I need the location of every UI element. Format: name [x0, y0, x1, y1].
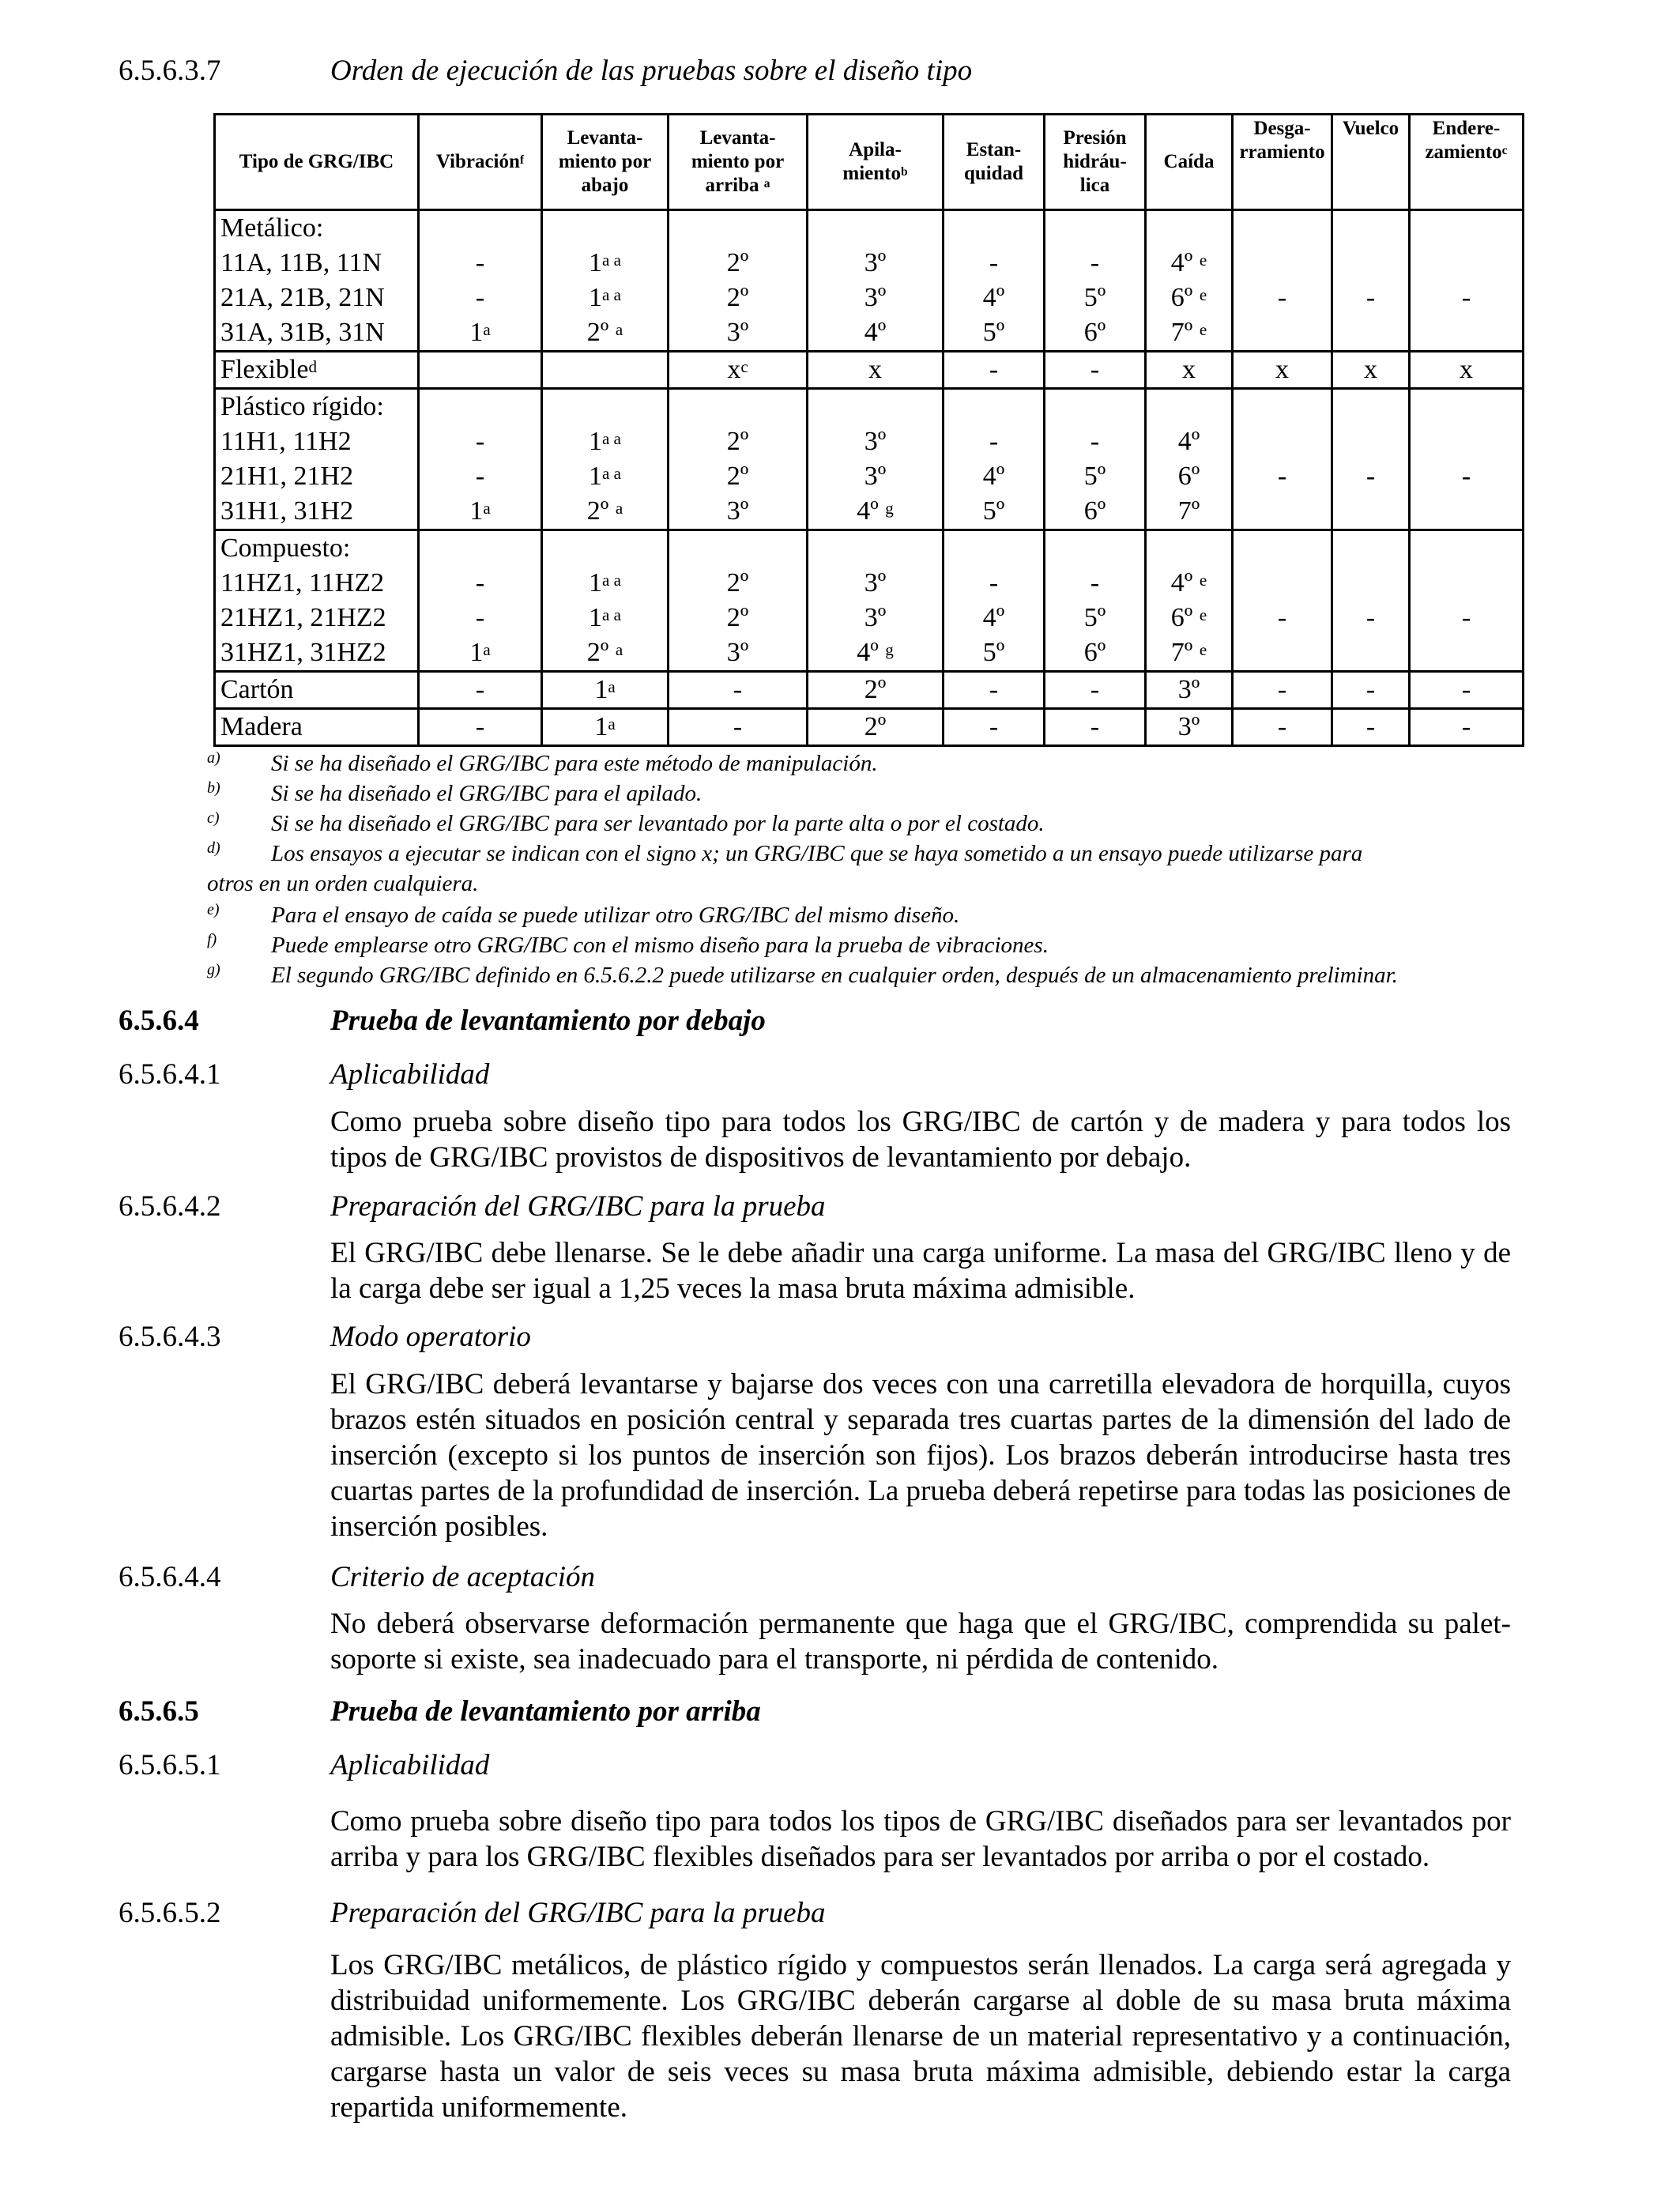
cell-vibracion: -: [419, 709, 542, 746]
section-number: 6.5.6.4.1: [119, 1058, 221, 1091]
cell-desgarramiento: -: [1233, 672, 1332, 709]
cell-tipo: Flexible$^d$: [215, 352, 419, 389]
cell-vuelco: -: [1332, 709, 1410, 746]
cell-enderezamiento: -: [1410, 530, 1524, 672]
footnote-text: Para el ensayo de caída se puede utilizar otro GRG/IBC del mismo diseño.: [271, 903, 960, 928]
cell-lev-abajo: [542, 352, 669, 389]
footnote-text: Puede emplearse otro GRG/IBC con el mismo diseño para la prueba de vibraciones.: [271, 933, 1049, 958]
section-heading-6-5-6-5-1: [119, 1742, 1541, 1789]
cell-estanquidad: - 4º 5º: [944, 530, 1045, 672]
section-heading-6-5-6-5-2: [119, 1890, 1541, 1937]
cell-apilamiento: x: [808, 352, 944, 389]
header-levantamiento-abajo: Levanta- miento por abajo: [542, 115, 669, 210]
cell-caida: 3º: [1146, 709, 1233, 746]
header-vuelco: Vuelco: [1332, 115, 1410, 210]
table-row-compuesto: [215, 530, 1524, 672]
header-presion-hidraulica: Presión hidráu- lica: [1045, 115, 1146, 210]
cell-estanquidad: - 4º 5º: [944, 389, 1045, 530]
cell-vuelco: -: [1332, 530, 1410, 672]
cell-tipo: Metálico: 11A, 11B, 11N 21A, 21B, 21N 31A, 31B, 31N: [215, 210, 419, 352]
header-estanquidad: Estan- quidad: [944, 115, 1045, 210]
cell-desgarramiento: x: [1233, 352, 1332, 389]
cell-lev-arriba: $x^c$: [669, 352, 808, 389]
footnote-text: El segundo GRG/IBC definido en 6.5.6.2.2 puede utilizarse en cualquier orden, después de un almacenamiento preliminar.: [271, 963, 1398, 988]
cell-apilamiento: 3º 3º 4º $^g$: [808, 530, 944, 672]
cell-tipo: Compuesto: 11HZ1, 11HZ2 21HZ1, 21HZ2 31HZ1, 31HZ2: [215, 530, 419, 672]
footnote-mark: d): [207, 839, 220, 857]
section-heading-6-5-6-4-1: [119, 1051, 1541, 1099]
section-number: 6.5.6.4.2: [119, 1190, 221, 1223]
paragraph: Como prueba sobre diseño tipo para todos los GRG/IBC de cartón y de madera y para todos los tipos de GRG/IBC provistos de dispositivos de levantamiento por debajo.: [330, 1106, 1511, 1174]
footnote-text: Si se ha diseñado el GRG/IBC para este método de manipulación.: [271, 751, 878, 776]
cell-vuelco: -: [1332, 210, 1410, 352]
section-title: Criterio de aceptación: [330, 1561, 595, 1593]
section-number: 6.5.6.5.2: [119, 1897, 221, 1929]
cell-caida: 4º 6º 7º: [1146, 389, 1233, 530]
cell-lev-abajo: $1^{a a}$ $1^{a a}$ 2º $^a$: [542, 530, 669, 672]
test-order-table: [213, 113, 1524, 747]
footnote-mark: g): [207, 961, 220, 978]
header-apilamiento: Apila- miento$^b$: [808, 115, 944, 210]
footnote-mark: b): [207, 779, 220, 797]
footnote-mark: a): [207, 749, 220, 767]
cell-enderezamiento: -: [1410, 389, 1524, 530]
cell-lev-abajo: 1$^a$: [542, 709, 669, 746]
cell-presion: -: [1045, 709, 1146, 746]
section-title: Aplicabilidad: [330, 1749, 490, 1781]
section-number: 6.5.6.5: [119, 1695, 199, 1728]
section-number: 6.5.6.3.7: [119, 55, 221, 87]
paragraph: El GRG/IBC debe llenarse. Se le debe añadir una carga uniforme. La masa del GRG/IBC lleno y de la carga debe ser igual a 1,25 veces la masa bruta máxima admisible.: [330, 1237, 1511, 1305]
cell-vibracion: - - 1$^a$: [419, 530, 542, 672]
cell-apilamiento: 2º: [808, 709, 944, 746]
cell-vuelco: -: [1332, 389, 1410, 530]
cell-lev-arriba: -: [669, 672, 808, 709]
cell-tipo: Cartón: [215, 672, 419, 709]
paragraph: Los GRG/IBC metálicos, de plástico rígido y compuestos serán llenados. La carga será agregada y distribuidad uniformemente. Los GRG/IBC deberán cargarse al doble de su masa bruta máxima admisible. Los GRG/IBC flexibles deberán llenarse de un material representativo y a continuación, cargarse hasta un valor de seis veces su masa bruta máxima admisible, debiendo estar la carga repartida uniformemente.: [330, 1949, 1511, 2124]
cell-caida: 3º: [1146, 672, 1233, 709]
table-row-flexible: [215, 352, 1524, 389]
cell-desgarramiento: -: [1233, 389, 1332, 530]
cell-desgarramiento: -: [1233, 709, 1332, 746]
cell-lev-arriba: 2º 2º 3º: [669, 530, 808, 672]
table-row-plastico-rigido: [215, 389, 1524, 530]
cell-caida: 4º $^e$ 6º $^e$ 7º $^e$: [1146, 530, 1233, 672]
header-caida: Caída: [1146, 115, 1233, 210]
cell-lev-abajo: $1^{a a}$ $1^{a a}$ 2º $^a$: [542, 210, 669, 352]
header-levantamiento-arriba: Levanta- miento por arriba $^a$: [669, 115, 808, 210]
section-number: 6.5.6.4.4: [119, 1561, 221, 1593]
paragraph: No deberá observarse deformación permanente que haga que el GRG/IBC, comprendida su palet-soporte si existe, sea inadecuado para el transporte, ni pérdida de contenido.: [330, 1608, 1511, 1676]
cell-apilamiento: 3º 3º 4º $^g$: [808, 389, 944, 530]
cell-enderezamiento: -: [1410, 709, 1524, 746]
cell-caida: x: [1146, 352, 1233, 389]
section-title: Preparación del GRG/IBC para la prueba: [330, 1897, 826, 1929]
section-heading-6-5-6-4-3: [119, 1314, 1541, 1361]
section-heading-6-5-6-4-4: [119, 1554, 1541, 1601]
section-number: 6.5.6.4.3: [119, 1321, 221, 1353]
table-header-row: [215, 115, 1524, 210]
section-heading-6-5-6-4-2: [119, 1183, 1541, 1231]
cell-desgarramiento: -: [1233, 210, 1332, 352]
cell-apilamiento: 2º: [808, 672, 944, 709]
header-tipo: Tipo de GRG/IBC: [215, 115, 419, 210]
cell-vibracion: - - 1$^a$: [419, 389, 542, 530]
cell-lev-arriba: 2º 2º 3º: [669, 210, 808, 352]
cell-enderezamiento: -: [1410, 210, 1524, 352]
footnote-text: Si se ha diseñado el GRG/IBC para ser levantado por la parte alta o por el costado.: [271, 811, 1045, 836]
section-number: 6.5.6.4: [119, 1005, 199, 1037]
footnote-text: Los ensayos a ejecutar se indican con el signo x; un GRG/IBC que se haya sometido a un ensayo puede utilizarse para: [271, 841, 1363, 866]
cell-vibracion: - - 1$^a$: [419, 210, 542, 352]
footnote-continuation: otros en un orden cualquiera.: [207, 871, 479, 896]
section-heading-6-5-6-3-7: [119, 47, 1541, 95]
section-title: Aplicabilidad: [330, 1058, 490, 1091]
section-title: Preparación del GRG/IBC para la prueba: [330, 1190, 826, 1223]
section-title: Orden de ejecución de las pruebas sobre el diseño tipo: [330, 55, 973, 87]
section-title: Prueba de levantamiento por debajo: [330, 1005, 766, 1037]
paragraph: El GRG/IBC deberá levantarse y bajarse dos veces con una carretilla elevadora de horquilla, cuyos brazos estén situados en posición central y separada tres cuartas partes de la dimensión del lado de inserción (excepto si los puntos de inserción son fijos). Los brazos deberán introducirse hasta tres cuartas partes de la profundidad de inserción. La prueba deberá repetirse para todas las posiciones de inserción posibles.: [330, 1368, 1511, 1543]
table-row-metalico: [215, 210, 1524, 352]
cell-estanquidad: -: [944, 709, 1045, 746]
cell-lev-arriba: -: [669, 709, 808, 746]
cell-desgarramiento: -: [1233, 530, 1332, 672]
cell-presion: - 5º 6º: [1045, 530, 1146, 672]
section-number: 6.5.6.5.1: [119, 1749, 221, 1781]
cell-vibracion: [419, 352, 542, 389]
section-heading-6-5-6-5: [119, 1688, 1541, 1736]
cell-estanquidad: -: [944, 352, 1045, 389]
cell-presion: -: [1045, 672, 1146, 709]
cell-vuelco: x: [1332, 352, 1410, 389]
cell-apilamiento: 3º 3º 4º: [808, 210, 944, 352]
cell-vibracion: -: [419, 672, 542, 709]
cell-estanquidad: - 4º 5º: [944, 210, 1045, 352]
cell-presion: - 5º 6º: [1045, 389, 1146, 530]
footnote-mark: c): [207, 809, 220, 827]
footnote-mark: f): [207, 931, 217, 948]
paragraph: Como prueba sobre diseño tipo para todos los tipos de GRG/IBC diseñados para ser levantados por arriba y para los GRG/IBC flexibles diseñados para ser levantados por arriba o por el costado.: [330, 1805, 1511, 1873]
cell-lev-arriba: 2º 2º 3º: [669, 389, 808, 530]
cell-estanquidad: -: [944, 672, 1045, 709]
section-title: Modo operatorio: [330, 1321, 531, 1353]
cell-tipo: Plástico rígido: 11H1, 11H2 21H1, 21H2 31H1, 31H2: [215, 389, 419, 530]
header-desgarramiento: Desga- rramiento: [1233, 115, 1332, 210]
cell-presion: -: [1045, 352, 1146, 389]
header-enderezamiento: Endere- zamiento$^c$: [1410, 115, 1524, 210]
cell-lev-abajo: $1^{a a}$ $1^{a a}$ 2º $^a$: [542, 389, 669, 530]
cell-vuelco: -: [1332, 672, 1410, 709]
cell-enderezamiento: x: [1410, 352, 1524, 389]
footnote-text: Si se ha diseñado el GRG/IBC para el apilado.: [271, 781, 703, 806]
cell-lev-abajo: 1$^a$: [542, 672, 669, 709]
table-row-carton: [215, 672, 1524, 709]
section-title: Prueba de levantamiento por arriba: [330, 1695, 761, 1728]
cell-presion: - 5º 6º: [1045, 210, 1146, 352]
cell-caida: 4º $^e$ 6º $^e$ 7º $^e$: [1146, 210, 1233, 352]
table-row-madera: [215, 709, 1524, 746]
cell-tipo: Madera: [215, 709, 419, 746]
footnote-mark: e): [207, 901, 220, 918]
header-vibracion: Vibración$^f$: [419, 115, 542, 210]
cell-enderezamiento: -: [1410, 672, 1524, 709]
section-heading-6-5-6-4: [119, 997, 1541, 1045]
